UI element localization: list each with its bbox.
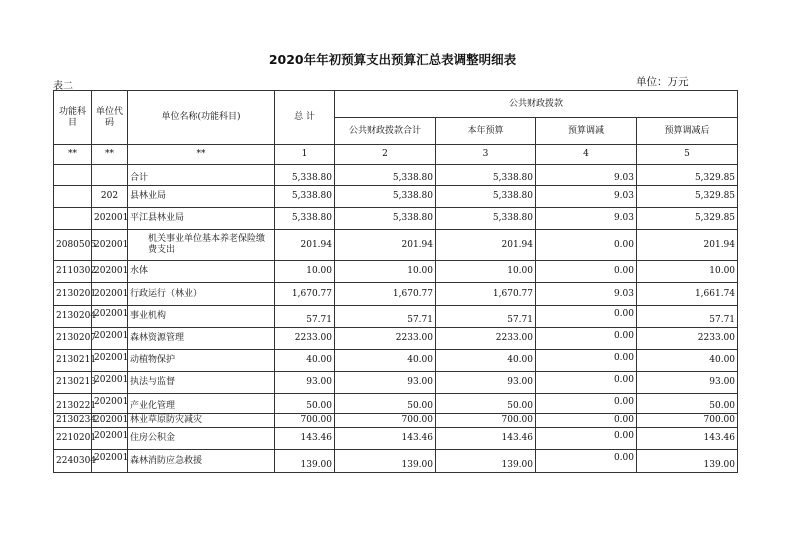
unit-code-cell: 202001 [92, 261, 128, 283]
adjust-cell: 0.00 [536, 414, 637, 428]
adjust-cell: 0.00 [536, 394, 637, 414]
total-cell: 40.00 [275, 350, 335, 372]
table-row [54, 306, 738, 328]
public-total-cell: 10.00 [335, 261, 436, 283]
after-adjust-cell: 40.00 [637, 350, 738, 372]
unit-name-cell: 产业化管理 [128, 394, 275, 414]
table-row [54, 328, 738, 350]
budget-cell: 10.00 [436, 261, 536, 283]
index-cell: ** [54, 145, 92, 165]
budget-cell: 50.00 [436, 394, 536, 414]
table-row [54, 450, 738, 473]
adjust-cell: 0.00 [536, 428, 637, 450]
header-adjust: 预算调减 [536, 118, 637, 145]
unit-name-cell: 水体 [128, 261, 275, 283]
unit-code-cell: 202001 [92, 350, 128, 372]
budget-cell: 5,338.80 [436, 186, 536, 208]
after-adjust-cell: 5,329.85 [637, 165, 738, 186]
public-total-cell: 50.00 [335, 394, 436, 414]
budget-cell: 139.00 [436, 450, 536, 473]
unit-name-cell: 林业草原防灾减灾 [128, 414, 275, 428]
after-adjust-cell: 201.94 [637, 230, 738, 261]
budget-cell: 5,338.80 [436, 165, 536, 186]
total-cell: 50.00 [275, 394, 335, 414]
total-cell: 5,338.80 [275, 165, 335, 186]
header-unit-code: 单位代码 [92, 91, 128, 145]
unit-name-cell: 森林消防应急救援 [128, 450, 275, 473]
adjust-cell: 0.00 [536, 261, 637, 283]
func-code-cell [54, 208, 92, 230]
budget-cell: 93.00 [436, 372, 536, 394]
budget-cell: 1,670.77 [436, 283, 536, 306]
func-code-cell: 2130234 [54, 414, 92, 428]
total-cell: 139.00 [275, 450, 335, 473]
func-code-cell: 2210201 [54, 428, 92, 450]
table-row [54, 350, 738, 372]
unit-name-cell: 平江县林业局 [128, 208, 275, 230]
func-code-cell: 2130201 [54, 283, 92, 306]
adjust-cell: 0.00 [536, 230, 637, 261]
budget-table [53, 90, 738, 473]
func-code-cell: 2110302 [54, 261, 92, 283]
index-row [54, 145, 738, 165]
budget-cell: 201.94 [436, 230, 536, 261]
public-total-cell: 57.71 [335, 306, 436, 328]
index-cell: 5 [637, 145, 738, 165]
after-adjust-cell: 93.00 [637, 372, 738, 394]
index-cell: 1 [275, 145, 335, 165]
header-public-total: 公共财政拨款合计 [335, 118, 436, 145]
after-adjust-cell: 1,661.74 [637, 283, 738, 306]
budget-cell: 40.00 [436, 350, 536, 372]
unit-code-cell [92, 165, 128, 186]
budget-cell: 5,338.80 [436, 208, 536, 230]
header-current-budget: 本年预算 [436, 118, 536, 145]
index-cell: ** [92, 145, 128, 165]
unit-name-cell: 森林资源管理 [128, 328, 275, 350]
unit-code-cell: 202001 [92, 328, 128, 350]
adjust-cell: 9.03 [536, 208, 637, 230]
func-code-cell [54, 165, 92, 186]
public-total-cell: 40.00 [335, 350, 436, 372]
total-cell: 5,338.80 [275, 186, 335, 208]
unit-name-cell: 机关事业单位基本养老保险缴费支出 [128, 230, 275, 261]
unit-name-cell: 县林业局 [128, 186, 275, 208]
table-row [54, 230, 738, 261]
after-adjust-cell: 57.71 [637, 306, 738, 328]
header-public-group: 公共财政拨款 [335, 91, 738, 118]
public-total-cell: 1,670.77 [335, 283, 436, 306]
func-code-cell [54, 186, 92, 208]
adjust-cell: 0.00 [536, 328, 637, 350]
after-adjust-cell: 700.00 [637, 414, 738, 428]
table-row [54, 261, 738, 283]
budget-cell: 2233.00 [436, 328, 536, 350]
public-total-cell: 5,338.80 [335, 165, 436, 186]
page-title: 2020年年初预算支出预算汇总表调整明细表 [268, 52, 517, 67]
total-cell: 57.71 [275, 306, 335, 328]
total-cell: 143.46 [275, 428, 335, 450]
adjust-cell: 9.03 [536, 283, 637, 306]
adjust-cell: 9.03 [536, 186, 637, 208]
after-adjust-cell: 50.00 [637, 394, 738, 414]
func-code-cell: 2130221 [54, 394, 92, 414]
header-func-code: 功能科目 [54, 91, 92, 145]
func-code-cell: 2130213 [54, 372, 92, 394]
after-adjust-cell: 5,329.85 [637, 208, 738, 230]
adjust-cell: 0.00 [536, 450, 637, 473]
unit-code-cell: 202001 [92, 428, 128, 450]
after-adjust-cell: 143.46 [637, 428, 738, 450]
unit-code-cell: 202001 [92, 394, 128, 414]
total-cell: 93.00 [275, 372, 335, 394]
total-cell: 201.94 [275, 230, 335, 261]
unit-name-cell: 事业机构 [128, 306, 275, 328]
adjust-cell: 0.00 [536, 350, 637, 372]
index-cell: ** [128, 145, 275, 165]
total-cell: 700.00 [275, 414, 335, 428]
budget-cell: 700.00 [436, 414, 536, 428]
unit-code-cell: 202001 [92, 414, 128, 428]
total-cell: 2233.00 [275, 328, 335, 350]
func-code-cell: 2130207 [54, 328, 92, 350]
unit-name-cell: 执法与监督 [128, 372, 275, 394]
public-total-cell: 139.00 [335, 450, 436, 473]
after-adjust-cell: 139.00 [637, 450, 738, 473]
total-cell: 1,670.77 [275, 283, 335, 306]
public-total-cell: 93.00 [335, 372, 436, 394]
adjust-cell: 0.00 [536, 372, 637, 394]
func-code-cell: 2130204 [54, 306, 92, 328]
func-code-cell: 2240304 [54, 450, 92, 473]
func-code-cell: 2080505 [54, 230, 92, 261]
public-total-cell: 700.00 [335, 414, 436, 428]
unit-code-cell: 202 [92, 186, 128, 208]
header-after-adjust: 预算调减后 [637, 118, 738, 145]
table-row [54, 414, 738, 428]
total-cell: 5,338.80 [275, 208, 335, 230]
unit-code-cell: 202001 [92, 208, 128, 230]
func-code-cell: 2130211 [54, 350, 92, 372]
unit-name-cell: 动植物保护 [128, 350, 275, 372]
after-adjust-cell: 10.00 [637, 261, 738, 283]
unit-code-cell: 202001 [92, 283, 128, 306]
index-cell: 2 [335, 145, 436, 165]
public-total-cell: 5,338.80 [335, 208, 436, 230]
after-adjust-cell: 5,329.85 [637, 186, 738, 208]
budget-cell: 57.71 [436, 306, 536, 328]
unit-name-cell: 住房公积金 [128, 428, 275, 450]
unit-code-cell: 202001 [92, 450, 128, 473]
public-total-cell: 2233.00 [335, 328, 436, 350]
adjust-cell: 9.03 [536, 165, 637, 186]
unit-name-cell: 行政运行（林业） [128, 283, 275, 306]
adjust-cell: 0.00 [536, 306, 637, 328]
public-total-cell: 5,338.80 [335, 186, 436, 208]
table-row [54, 372, 738, 394]
public-total-cell: 143.46 [335, 428, 436, 450]
unit-code-cell: 202001 [92, 230, 128, 261]
table-row [54, 283, 738, 306]
public-total-cell: 201.94 [335, 230, 436, 261]
table-row [54, 428, 738, 450]
after-adjust-cell: 2233.00 [637, 328, 738, 350]
table-row [54, 208, 738, 230]
unit-code-cell: 202001 [92, 306, 128, 328]
header-total: 总 计 [275, 91, 335, 145]
index-cell: 4 [536, 145, 637, 165]
unit-label: 单位：万元 [636, 76, 689, 88]
table-label: 表二 [53, 81, 73, 92]
table-row [54, 394, 738, 414]
unit-code-cell: 202001 [92, 372, 128, 394]
total-cell: 10.00 [275, 261, 335, 283]
header-unit-name: 单位名称(功能科目) [128, 91, 275, 145]
index-cell: 3 [436, 145, 536, 165]
budget-cell: 143.46 [436, 428, 536, 450]
table-row [54, 186, 738, 208]
unit-name-cell: 合计 [128, 165, 275, 186]
table-row [54, 165, 738, 186]
